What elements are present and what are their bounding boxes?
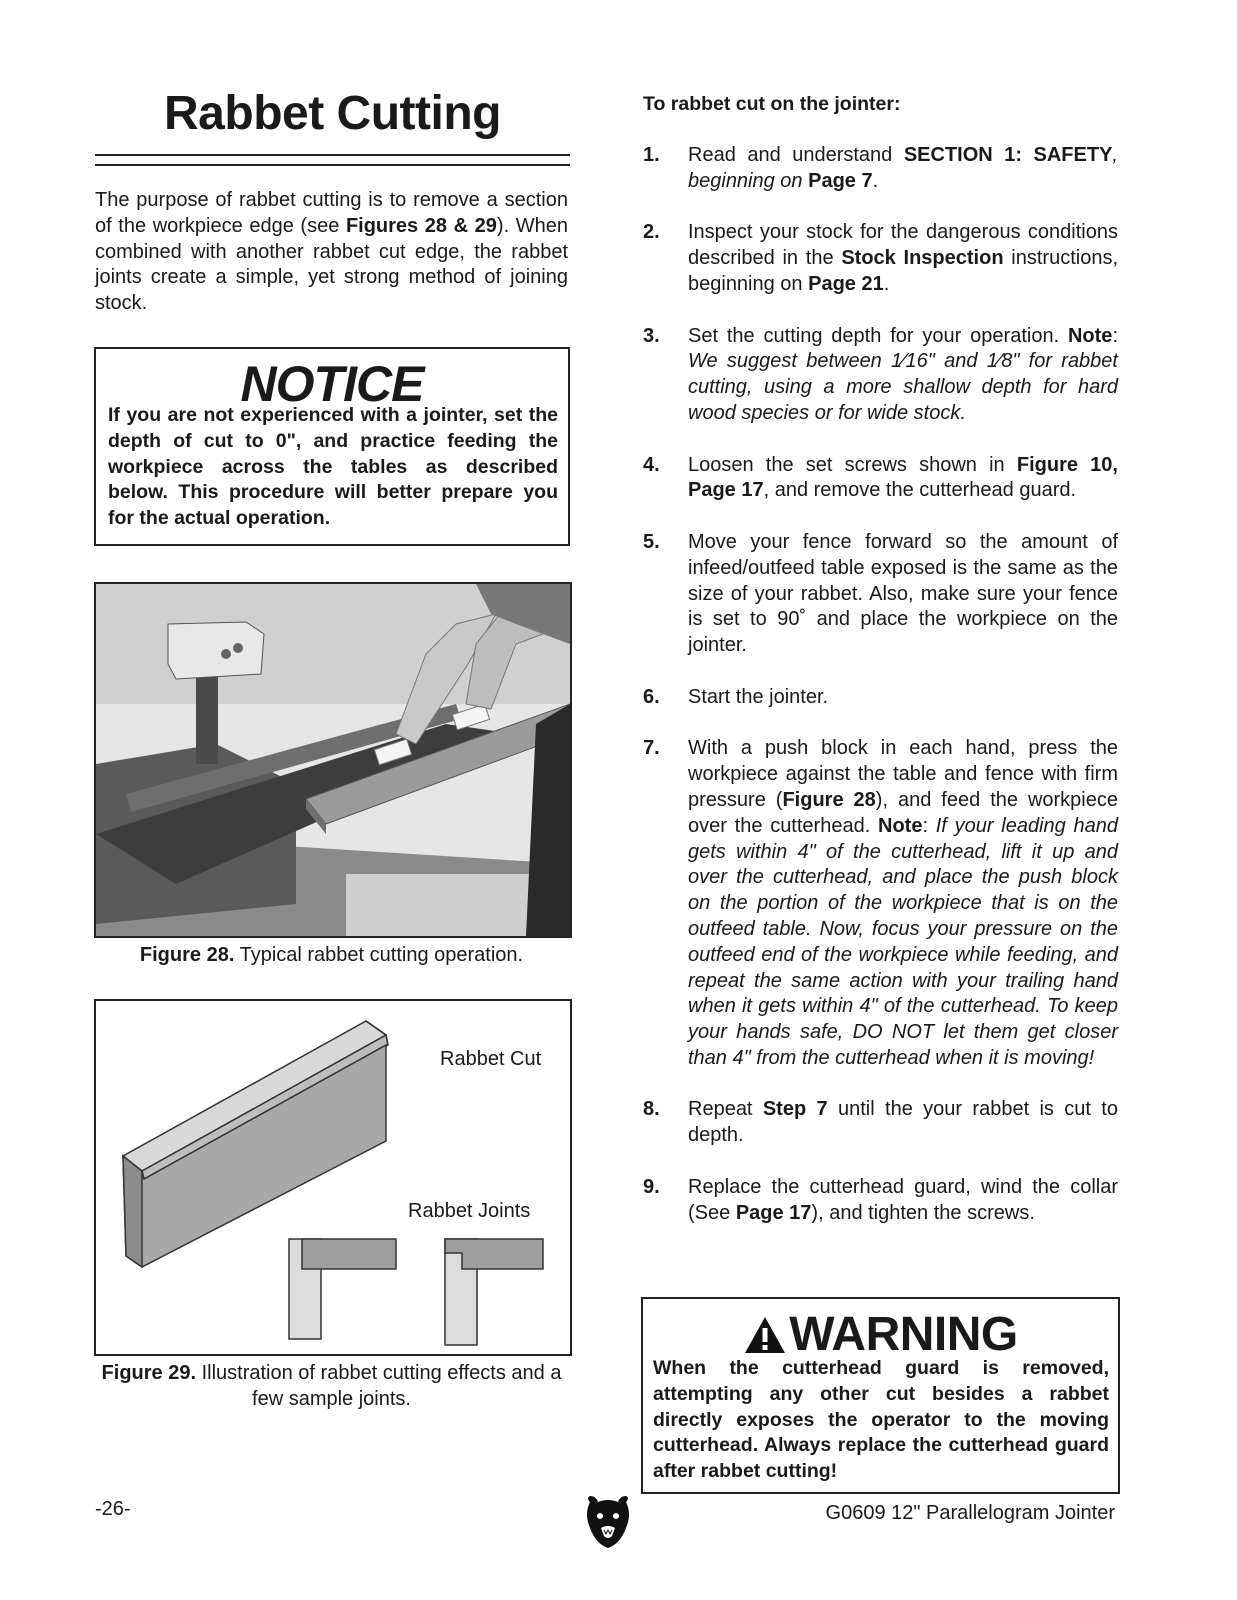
steps-heading: To rabbet cut on the jointer: bbox=[643, 93, 901, 115]
page-number: -26- bbox=[95, 1498, 131, 1520]
steps-list bbox=[643, 143, 1118, 1252]
jointer-photo-illustration bbox=[96, 584, 570, 936]
figure-29-illustration bbox=[94, 999, 572, 1356]
list-item: 1. Read and understand SECTION 1: SAFETY, beginning on Page 7. bbox=[643, 144, 1118, 192]
list-item: 6. Start the jointer. bbox=[643, 685, 829, 708]
warning-triangle-icon bbox=[743, 1315, 787, 1355]
list-item: 4. Loosen the set screws shown in Figure 10, Page 17, and remove the cutterhead guard. bbox=[643, 453, 1118, 502]
list-item: 9. Replace the cutterhead guard, wind the collar (See Page 17), and tighten the screws. bbox=[643, 1175, 1118, 1224]
notice-heading: NOTICE bbox=[240, 356, 424, 412]
warning-heading: WARNING bbox=[643, 1307, 1118, 1362]
list-item: 3. Set the cutting depth for your operation. Note: We suggest between 1⁄16" and 1⁄8" for rabbet cutting, using a more shallow depth for hard wood species or for wide stock. bbox=[643, 324, 1118, 424]
notice-box bbox=[94, 347, 570, 546]
intro-paragraph: The purpose of rabbet cutting is to remove a section of the workpiece edge (see Figures 28 & 29). When combined with another rabbet cut edge, the rabbet joints create a simple, yet strong method of joining stock. bbox=[95, 189, 568, 315]
rabbet-joints-label: Rabbet Joints bbox=[408, 1200, 531, 1222]
list-item: 2. Inspect your stock for the dangerous conditions described in the Stock Inspection instructions, beginning on Page 21. bbox=[643, 221, 1118, 295]
figure-28-caption: Figure 28. Typical rabbet cutting operation. bbox=[139, 944, 524, 966]
list-item: 8. Repeat Step 7 until the your rabbet is cut to depth. bbox=[643, 1098, 1118, 1147]
figure-28-photo bbox=[94, 582, 572, 938]
title-rule-bottom bbox=[95, 164, 570, 166]
warning-body: When the cutterhead guard is removed, attempting any other cut besides a rabbet directly exposes the operator to the moving cutterhead. Always replace the cutterhead guard after rabbet cutting! bbox=[653, 1357, 1109, 1483]
title-rule-top bbox=[95, 154, 570, 156]
bear-logo-icon bbox=[584, 1496, 632, 1548]
rabbet-cut-label: Rabbet Cut bbox=[440, 1048, 542, 1070]
notice-body: If you are not experienced with a jointer, set the depth of cut to 0", and practice feeding the workpiece across the tables as described below. This procedure will better prepare you for the actual operation. bbox=[108, 404, 558, 530]
figure-29-caption: Figure 29. Illustration of rabbet cutting effects and a few sample joints. bbox=[101, 1362, 562, 1410]
warning-box bbox=[641, 1297, 1120, 1494]
footer-model: G0609 12" Parallelogram Jointer bbox=[825, 1502, 1115, 1524]
list-item: 7. With a push block in each hand, press the workpiece against the table and fence with firm pressure (Figure 28), and feed the workpiece over the cutterhead. Note: If your leading hand gets within 4" of the cutterhead, lift it up and over the cutterhead, and place the push block on the portion of the workpiece that is on the outfeed table. Now, focus your pressure on the outfeed end of the workpiece while feeding, and repeat the same action with your trailing hand when it gets within 4" of the cutterhead. To keep your hands safe, DO NOT let them get closer than 4" from the cutterhead when it is moving! bbox=[643, 737, 1118, 1069]
list-item: 5. Move your fence forward so the amount of infeed/outfeed table exposed is the same as the size of your rabbet. Also, make sure your fence is set to 90˚ and place the workpiece on the jointer. bbox=[643, 530, 1118, 657]
page-title: Rabbet Cutting bbox=[164, 87, 501, 140]
